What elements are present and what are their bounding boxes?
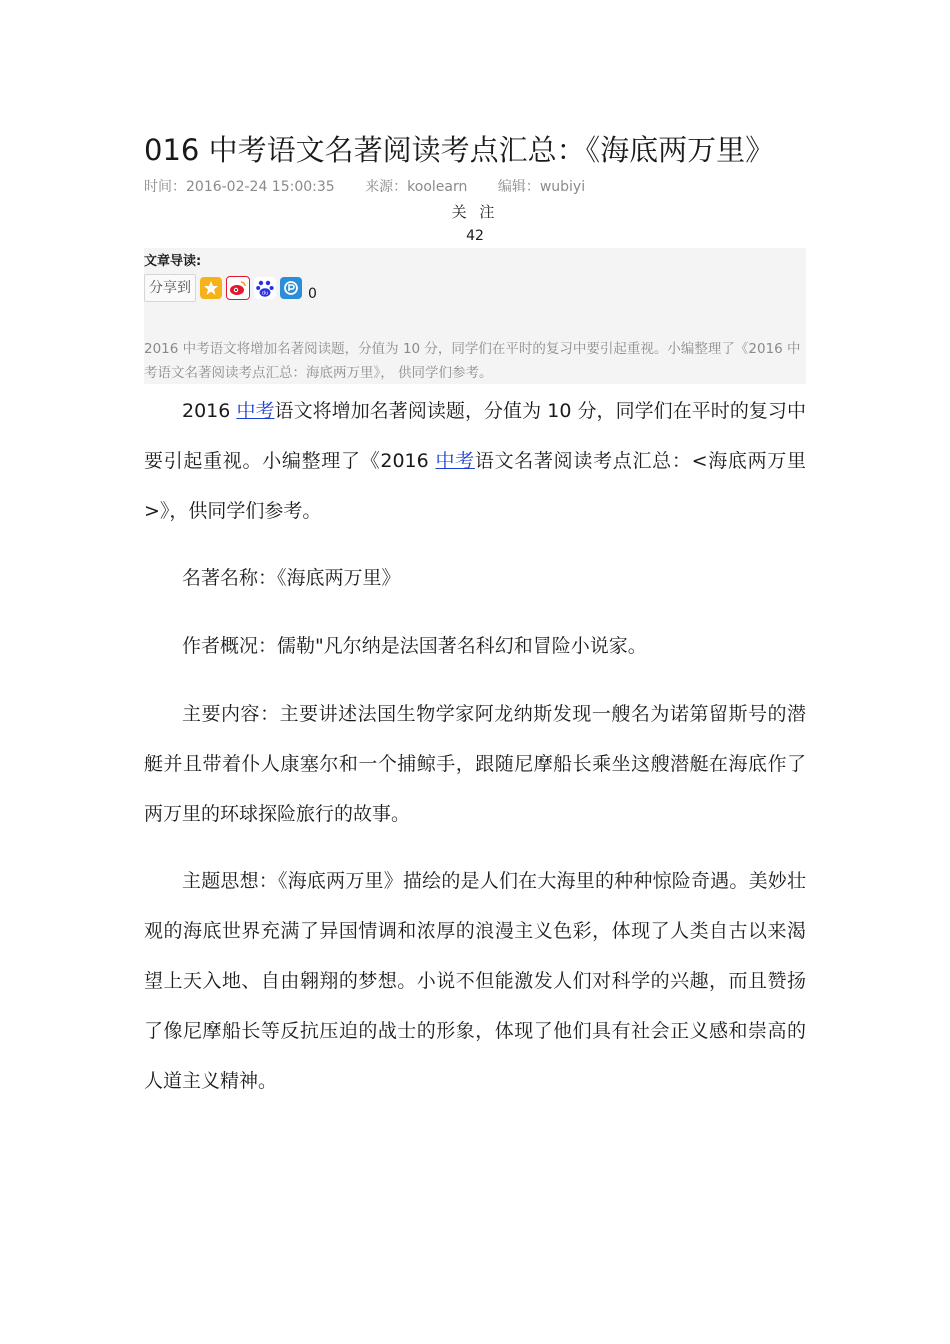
- share-bar: [144, 273, 317, 303]
- body-paragraph-intro: [144, 386, 806, 536]
- weibo-icon[interactable]: [226, 276, 250, 300]
- article-title: 016 中考语文名著阅读考点汇总：《海底两万里》: [144, 133, 775, 167]
- body-paragraph-book-name: 名著名称：《海底两万里》: [182, 567, 401, 589]
- zhongkao-link[interactable]: 中考: [435, 450, 475, 472]
- article-editor: 编辑：wubiyi: [497, 179, 586, 195]
- summary-text: 2016 中考语文将增加名著阅读题，分值为 10 分，同学们在平时的复习中要引起重视。小编整理了《2016 中考语文名著阅读考点汇总：海底两万里》， 供同学们参考。: [144, 341, 801, 381]
- body-paragraph-author: 作者概况：儒勒"凡尔纳是法国著名科幻和冒险小说家。: [182, 635, 647, 657]
- qzone-icon[interactable]: [200, 277, 222, 299]
- intro-text-part-2: 语文将增加名著阅读题，分值为 10 分，同学们在平时的复习中要引起重视。小编整理了《2016: [144, 400, 806, 472]
- pengyou-icon[interactable]: [280, 277, 302, 299]
- follow-count: 42: [466, 228, 484, 244]
- zhongkao-link[interactable]: 中考: [236, 400, 275, 422]
- article-source: 来源：koolearn: [365, 179, 468, 195]
- baidu-icon[interactable]: [254, 277, 276, 299]
- publish-time: 时间：2016-02-24 15:00:35: [144, 179, 335, 195]
- follow-button[interactable]: 关 注: [451, 203, 499, 221]
- article-meta: [144, 177, 611, 197]
- svg-text:du: du: [261, 290, 269, 297]
- intro-text-part-1: 2016: [182, 400, 237, 422]
- summary-label: 文章导读:: [144, 254, 202, 269]
- share-count: 0: [308, 286, 317, 302]
- share-label: 分享到: [144, 274, 196, 302]
- body-paragraph-theme: 主题思想：《海底两万里》描绘的是人们在大海里的种种惊险奇遇。美妙壮观的海底世界充满了异国情调和浓厚的浪漫主义色彩，体现了人类自古以来渴望上天入地、自由翱翔的梦想。小说不但能激发人们对科学的兴趣，而且赞扬了像尼摩船长等反抗压迫的战士的形象，体现了他们具有社会正义感和崇高的人道主义精神。: [144, 870, 806, 1092]
- body-paragraph-content: 主要内容：主要讲述法国生物学家阿龙纳斯发现一艘名为诺第留斯号的潜艇并且带着仆人康塞尔和一个捕鲸手，跟随尼摩船长乘坐这艘潜艇在海底作了两万里的环球探险旅行的故事。: [144, 703, 806, 825]
- intro-text-part-3: 语文名著阅读考点汇总：<海底两万里>》，供同学们参考。: [144, 450, 806, 522]
